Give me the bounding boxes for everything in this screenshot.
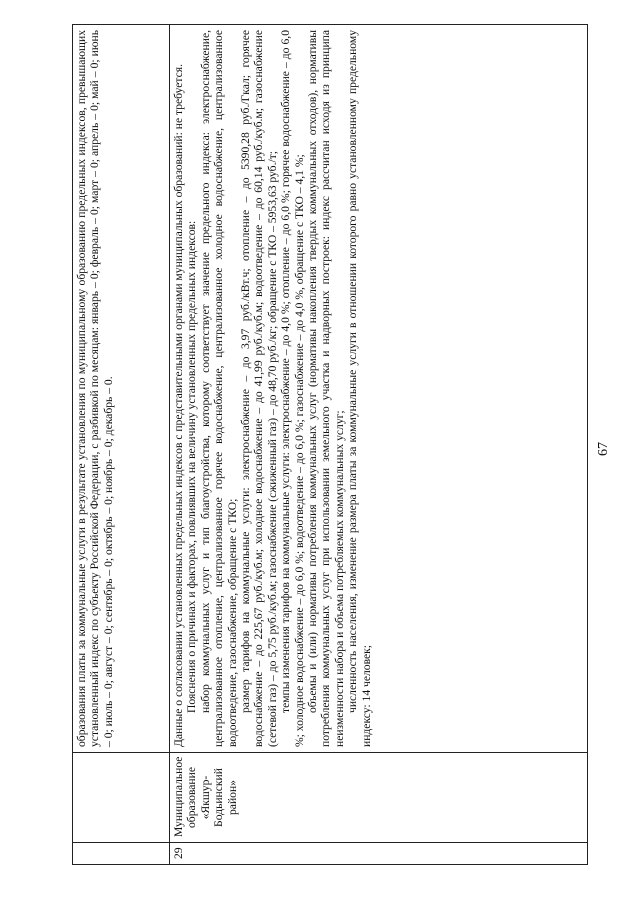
description-paragraph: темпы изменения тарифов на коммунальные услуги: электроснабжение – до 4,0 %; отопление – до 6,0 %; горячее водоснабжение – до 6,0 %; холодное водоснабжение – до 6,0 %; водоотведение – до 6,0 %; газоснабжение – до 4,0 %, обращение с ТКО – 4,1 %; — [279, 30, 306, 747]
row-number-cell — [73, 843, 170, 865]
description-cell — [73, 25, 170, 753]
description-paragraph: набор коммунальных услуг и тип благоустройства, которому соответствует значение предельного индекса: электроснабжение, централизованное отопление, централизованное горячее водоснабжение, централизованное холодное водоснабжение, централизованное водоотведение, газоснабжение, обращение с ТКО; — [198, 30, 239, 747]
description-cell — [170, 25, 588, 753]
description-paragraph: образования платы за коммунальные услуги в результате установления по муниципальному образованию предельных индексов, превышающих установленный индекс по субъекту Российской Федерации, с разбивкой по месяцам: январь – 0; февраль – 0; март – 0; апрель – 0; май – 0; июнь – 0; июль – 0; август – 0; сентябрь – 0; октябрь – 0; ноябрь – 0; декабрь – 0. — [75, 30, 115, 747]
municipality-cell: Муниципальное образование «Якшур-Бодьинский район» — [170, 753, 588, 843]
description-paragraph: Пояснения о причинах и факторах, повлиявших на величину установленных предельных индексов: — [185, 220, 199, 713]
description-paragraph: численность населения, изменение размера платы за коммунальные услуги в отношении которого равно установленному предельному индексу: 14 человек; — [346, 30, 373, 747]
description-paragraph: Данные о согласовании установленных предельных индексов с представительными органами муниципальных образований: не требуется. — [172, 64, 185, 747]
tariff-index-table — [72, 24, 588, 865]
municipality-cell — [73, 753, 170, 843]
description-paragraph: объемы и (или) нормативы потребления коммунальных услуг (нормативы накопления твердых коммунальных отходов), нормативы потребления коммунальных услуг при использовании земельного участка и надворных построек: индекс рассчитан исходя из принципа неизменности набора и объема потребляемых коммунальных услуг; — [306, 30, 346, 747]
description-paragraph: размер тарифов на коммунальные услуги: электроснабжение – до 3,97 руб./кВт.ч; отопление – до 5390,28 руб./Гкал; горячее водоснабжение – до 225,67 руб./куб.м; холодное водоснабжение – до 41,99 руб./куб.м; водоотведение – до 60,14 руб./куб.м; газоснабжение (сетевой газ) – до 5,75 руб./куб.м; газоснабжение (сжиженный газ) – до 48,70 руб./кг; обращение с ТКО – 5953,63 руб./т; — [239, 30, 279, 747]
table-row — [170, 25, 588, 865]
page-number: 67 — [596, 442, 611, 456]
table-row — [73, 25, 170, 865]
row-number-cell: 29 — [170, 843, 588, 865]
